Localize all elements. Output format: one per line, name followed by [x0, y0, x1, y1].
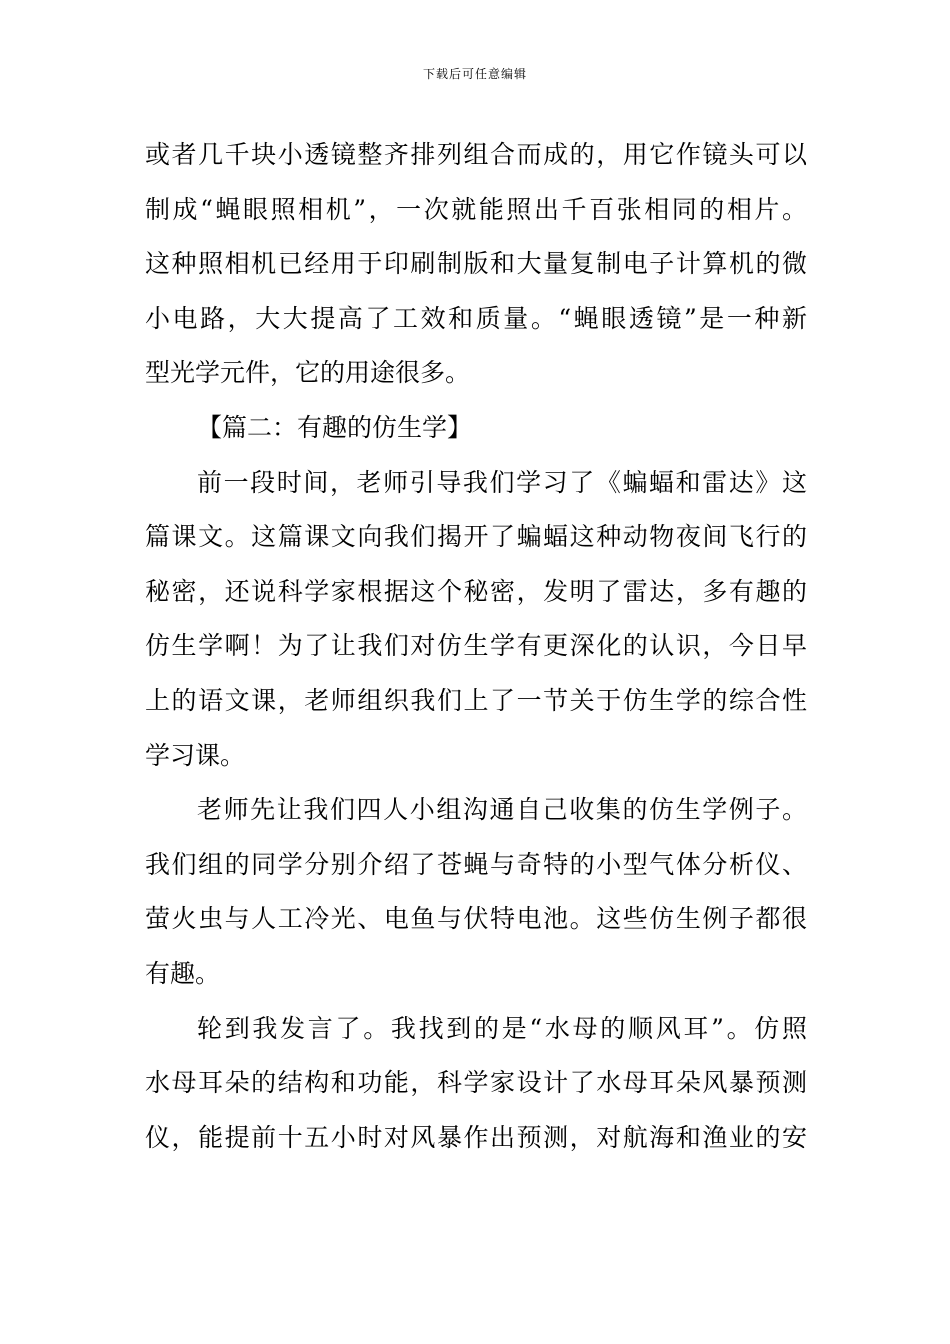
- text-line: 我们组的同学分别介绍了苍蝇与奇特的小型气体分析仪、: [145, 849, 807, 879]
- text-line: 上的语文课，老师组织我们上了一节关于仿生学的综合性: [145, 685, 807, 715]
- text-line: 秘密，还说科学家根据这个秘密，发明了雷达，多有趣的: [145, 576, 807, 606]
- text-line: 水母耳朵的结构和功能，科学家设计了水母耳朵风暴预测: [145, 1068, 807, 1098]
- section-heading: 【篇二：有趣的仿生学】: [197, 412, 473, 442]
- text-line: 学习课。: [145, 740, 246, 770]
- text-line: 或者几千块小透镜整齐排列组合而成的，用它作镜头可以: [145, 140, 807, 169]
- text-line: 轮到我发言了。我找到的是“水母的顺风耳”。仿照: [197, 1013, 807, 1043]
- text-line: 有趣。: [145, 958, 221, 988]
- page-header: 下载后可任意编辑: [422, 67, 527, 81]
- text-line: 前一段时间，老师引导我们学习了《蝙蝠和雷达》这: [197, 467, 807, 497]
- text-line: 仪，能提前十五小时对风暴作出预测，对航海和渔业的安: [145, 1122, 807, 1152]
- text-line: 型光学元件，它的用途很多。: [145, 358, 471, 388]
- text-line: 萤火虫与人工冷光、电鱼与伏特电池。这些仿生例子都很: [145, 904, 807, 934]
- text-line: 仿生学啊！为了让我们对仿生学有更深化的认识，今日早: [145, 631, 807, 661]
- text-line: 小电路，大大提高了工效和质量。“蝇眼透镜”是一种新: [145, 303, 807, 333]
- document-body: [145, 128, 807, 1165]
- text-line: 篇课文。这篇课文向我们揭开了蝙蝠这种动物夜间飞行的: [145, 522, 807, 552]
- text-line: 老师先让我们四人小组沟通自己收集的仿生学例子。: [197, 795, 807, 825]
- text-line: 制成“蝇眼照相机”，一次就能照出千百张相同的相片。: [145, 194, 807, 224]
- text-line: 这种照相机已经用于印刷制版和大量复制电子计算机的微: [145, 249, 807, 279]
